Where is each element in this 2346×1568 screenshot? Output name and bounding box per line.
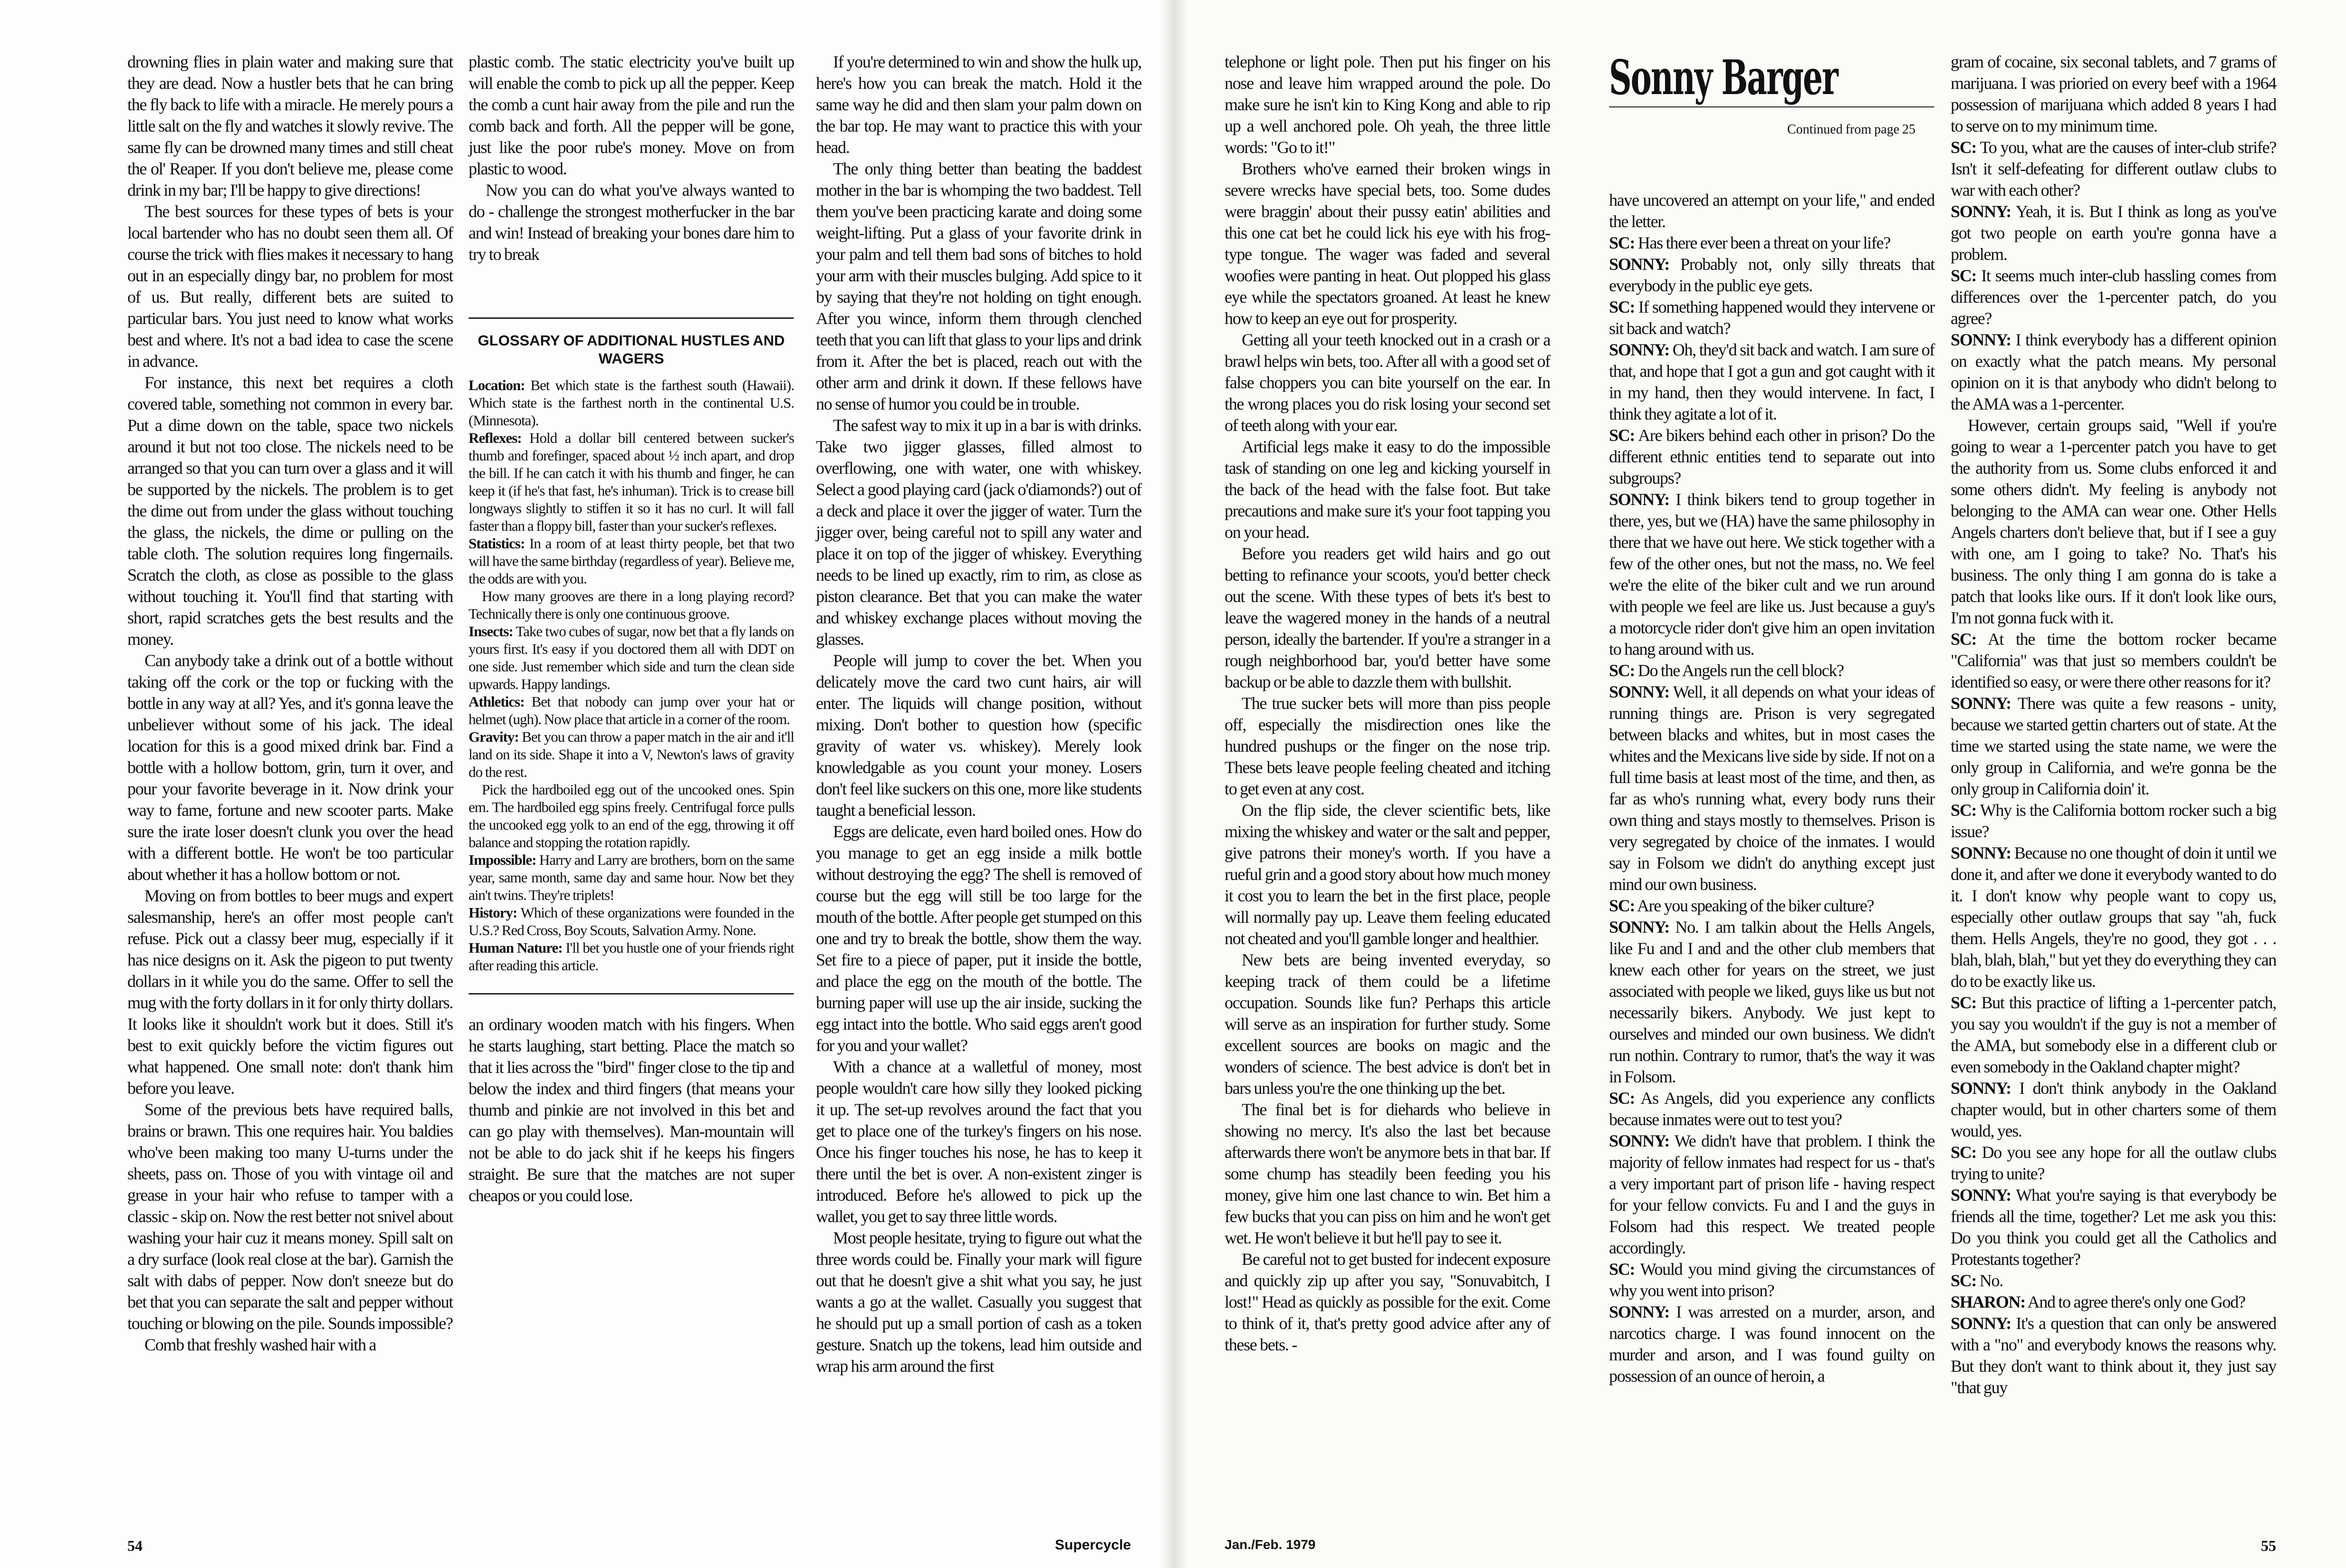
interview-text: If something happened would they intervene or sit back and watch?: [1609, 297, 1934, 338]
glossary-entry: [469, 587, 794, 622]
interview-exchange: [1609, 681, 1934, 895]
speaker-label: SC:: [1609, 896, 1635, 915]
glossary-term: Statistics:: [469, 535, 525, 552]
interview-text: Are bikers behind each other in prison? Do the different ethnic entities tend to separate out into subgroups?: [1609, 426, 1934, 488]
speaker-label: SC:: [1951, 630, 1977, 649]
speaker-label: SONNY:: [1609, 255, 1669, 274]
speaker-label: SONNY:: [1951, 694, 2011, 713]
interview-exchange: [1951, 265, 2276, 329]
interview-exchange: [1609, 1259, 1934, 1301]
paragraph: an ordinary wooden match with his fingers. When he starts laughing, start betting. Place the match so that it lies across the "bird" finger close to the tip and below the index and third fingers (that means your thumb and pinkie are not involved in this bet and can go play with themselves). Man-mountain will not be able to do jack shit if he keeps his fingers straight. Be sure that the matches are not super cheapos or you could lose.: [469, 1015, 794, 1205]
glossary-text: Which of these organizations were founded in the U.S.? Red Cross, Boy Scouts, Salvation Army. None.: [469, 904, 794, 938]
interview-text: Why is the California bottom rocker such a big issue?: [1951, 801, 2276, 841]
title-rule: [1609, 106, 1934, 108]
speaker-label: SONNY:: [1951, 330, 2011, 349]
interview-exchange: [1951, 842, 2276, 992]
paragraph: If you're determined to win and show the hulk up, here's how you can break the match. Hold it the same way he did and then slam your palm down on the bar top. He may want to practice this with your head.: [816, 52, 1141, 157]
interview-text: At the time the bottom rocker became "California" was that just so members couldn't be identified so easy, or were there other reasons for it?: [1951, 630, 2276, 691]
interview-exchange: [1951, 1185, 2276, 1270]
paragraph: Comb that freshly washed hair with a: [144, 1335, 376, 1354]
paragraph: New bets are being invented everyday, so keeping track of them could be a lifetime occupation. Sounds like fun? Perhaps this article will serve as an inspiration for further study. Some excellent sources are books on magic and the wonders of science. The best advice is don't bet in bars unless you're the one thinking up the bet.: [1225, 950, 1550, 1098]
continued-from-note: Continued from page 25: [1787, 122, 1915, 137]
glossary-term: Reflexes:: [469, 430, 522, 446]
footer-issue-date: Jan./Feb. 1979: [1225, 1537, 1316, 1552]
interview-text: To you, what are the causes of inter-club strife? Isn't it self-defeating for different outlaw clubs to war with each other?: [1951, 138, 2276, 200]
interview-exchange: [1609, 254, 1934, 296]
interview-exchange: [1951, 629, 2276, 693]
glossary-entry: [469, 429, 794, 535]
speaker-label: SHARON:: [1951, 1292, 2025, 1311]
glossary-term: Athletics:: [469, 693, 525, 710]
glossary-entry: [469, 693, 794, 728]
paragraph: Brothers who've earned their broken wings in severe wrecks have special bets, too. Some dudes were braggin' about their pussy eatin' abilities and this one cat bet he could lick his eye with his frog-type tongue. The wager was faded and several woofies were panting in heat. Out plopped his glass eye while the spectators groaned. At least he knew how to keep an eye out for prosperity.: [1225, 159, 1550, 328]
interview-text: We didn't have that problem. I think the majority of fellow inmates had respect for us - that's a very important part of prison life - having respect for your fellow convicts. Fu and I and the guys in Folsom had this respect. We treated people accordingly.: [1609, 1131, 1934, 1257]
glossary-text: Hold a dollar bill centered between sucker's thumb and forefinger, spaced about ½ inch apart, and drop the bill. If he can catch it with his thumb and finger, he can keep it (if he's that fast, he's inhuman). Trick is to crease bill longways slightly to stiffen it so it has no curl. It will fall faster than a floppy bill, faster than your sucker's reflexes.: [469, 430, 794, 534]
interview-text: Do the Angels run the cell block?: [1635, 661, 1844, 680]
interview-text: As Angels, did you experience any conflicts because inmates were out to test you?: [1609, 1089, 1934, 1129]
interview-text: Do you see any hope for all the outlaw clubs trying to unite?: [1951, 1143, 2276, 1183]
divider-rule: [469, 317, 794, 319]
speaker-label: SC:: [1609, 426, 1635, 445]
interview-text: Well, it all depends on what your ideas of running things are. Prison is very segregated between blacks and whites, but in most cases the whites and the Mexicans live side by side. If not on a full time basis at least most of the time, and then, as far as who's running what, every body runs their own thing and stays mostly to themselves. Prison is very segregated by choice of the inmates. I would say in Folsom we didn't do anything except just mind our own business.: [1609, 682, 1934, 894]
footer-magazine-name: Supercycle: [1055, 1537, 1131, 1553]
glossary-term: Gravity:: [469, 728, 519, 745]
interview-text: Probably not, only silly threats that everybody in the public eye gets.: [1609, 255, 1934, 295]
paragraph: People will jump to cover the bet. When you delicately move the card two cunt hairs, air will enter. The liquids will change position, without mixing. Don't bother to question how (specific gravity of water vs. whiskey). Merely look knowledgable as you count your money. Losers don't feel like suckers on this one, more like students taught a beneficial lesson.: [816, 651, 1141, 820]
paragraph: Eggs are delicate, even hard boiled ones. How do you manage to get an egg inside a milk bottle without destroying the egg? The shell is removed of course but the egg will still be too large for the mouth of the bottle. After people get stumped on this one and try to break the bottle, show them the way. Set fire to a piece of paper, put it inside the bottle, and place the egg on the mouth of the bottle. The burning paper will use up the air inside, sucking the egg intact into the bottle. Who said eggs aren't good for you and your wallet?: [816, 822, 1141, 1055]
interview-text: No. I am talkin about the Hells Angels, like Fu and I and and the other club members that knew each other for years on the street, we just associated with people we liked, guys like us but not necessarily bikers. Anybody. We just kept to ourselves and minded our own business. We didn't run nothin. Contrary to rumor, that's the way it was in Folsom.: [1609, 918, 1934, 1086]
interview-text: What you're saying is that everybody be friends all the time, together? Let me ask you this: Do you think you could get all the Catholics and Protestants together?: [1951, 1186, 2276, 1269]
speaker-label: SONNY:: [1609, 1302, 1669, 1321]
right-page: [1173, 0, 2346, 1568]
right-column-2: [1609, 51, 1934, 1387]
glossary-text: Pick the hardboiled egg out of the uncooked ones. Spin em. The hardboiled egg spins freely. Centrifugal force pulls the uncooked egg yolk to an end of the egg, throwing it off balance and stopping the rotation rapidly.: [469, 781, 794, 851]
speaker-label: SONNY:: [1609, 682, 1669, 701]
interview-text: I was arrested on a murder, arson, and narcotics charge. I was found innocent on the murder and arson, and I was found guilty on possession of an ounce of heroin, a: [1609, 1302, 1934, 1386]
glossary-entry: [469, 622, 794, 693]
left-column-1: [127, 51, 453, 1356]
interview-exchange: [1609, 917, 1934, 1088]
paragraph: With a chance at a walletful of money, most people wouldn't care how silly they looked picking it up. The set-up revolves around the fact that you get to place one of the turkey's fingers on his nose. Once his finger touches his nose, he has to keep it there until the bet is over. A non-existent zinger is introduced. Before he's allowed to pick up the wallet, you get to say three little words.: [816, 1057, 1141, 1226]
speaker-label: SC:: [1951, 801, 1977, 820]
interview-exchange: [1609, 489, 1934, 660]
speaker-label: SONNY:: [1609, 490, 1669, 509]
glossary-text: Bet which state is the farthest south (Hawaii). Which state is the farthest north in the continental U.S. (Minnesota).: [469, 377, 794, 429]
speaker-label: SONNY:: [1951, 1314, 2011, 1333]
glossary-text: Take two cubes of sugar, now bet that a fly lands on yours first. It's easy if you doctored them all with DDT on one side. Just remember which side and turn the clean side upwards. Happy landings.: [469, 623, 794, 692]
glossary-entry: [469, 939, 794, 974]
left-column-2: [469, 51, 794, 1206]
interview-exchange: [1609, 425, 1934, 489]
interview-exchange: [1951, 800, 2276, 842]
glossary-text: How many grooves are there in a long playing record? Technically there is only one continuous groove.: [469, 588, 794, 622]
paragraph: The best sources for these types of bets is your local bartender who has no doubt seen them all. Of course the trick with flies makes it necessary to hang out in an especially dingy bar, no problem for most of us. But really, different bets are suited to particular bars. You just need to know what works best and where. It's not a bad idea to case the scene in advance.: [127, 202, 453, 371]
speaker-label: SC:: [1951, 1271, 1977, 1290]
interview-text: Would you mind giving the circumstances of why you went into prison?: [1609, 1260, 1934, 1300]
interview-text: There was quite a few reasons - unity, because we started gettin charters out of state. At the time we started using the state name, we were the only group in California, and we're gonna be the only group in California doin' it.: [1951, 694, 2276, 798]
paragraph: The safest way to mix it up in a bar is with drinks. Take two jigger glasses, filled almost to overflowing, one with water, one with whiskey. Select a good playing card (jack o'diamonds?) out of a deck and place it over the jigger of water. Turn the jigger over, being careful not to spill any water and place it on top of the jigger of whiskey. Everything needs to be lined up exactly, rim to rim, as close as piston clearance. Bet that you can make the water and whiskey exchange places without moving the glasses.: [816, 416, 1141, 649]
paragraph: drowning flies in plain water and making sure that they are dead. Now a hustler bets that he can bring the fly back to life with a miracle. He merely pours a little salt on the fly and watches it slowly revive. The same fly can be drowned many times and still cheat the ol' Reaper. If you don't believe me, please come drink in my bar; I'll be happy to give directions!: [127, 52, 453, 200]
glossary-term: Insects:: [469, 623, 513, 640]
paragraph: The final bet is for diehards who believe in showing no mercy. It's also the last bet because afterwards there won't be anymore bets in that bar. If some chump has steadily been feeding you his money, give him one last chance to win. Bet him a few bucks that you can piss on him and he won't get wet. He won't believe it but he'll pay to see it.: [1225, 1100, 1550, 1247]
glossary-term: Human Nature:: [469, 939, 563, 956]
paragraph: Before you readers get wild hairs and go out betting to refinance your scoots, you'd better check out the scene. With these types of bets it's best to leave the wagered money in the hands of a neutral person, ideally the bartender. If you're a stranger in a rough neighborhood bar, you'd better have some backup or be able to dazzle them with bullshit.: [1225, 544, 1550, 691]
interview-exchange: [1951, 1270, 2276, 1291]
glossary-term: Impossible:: [469, 851, 536, 868]
speaker-label: SC:: [1609, 233, 1635, 252]
interview-exchange: [1609, 895, 1934, 917]
speaker-label: SONNY:: [1951, 1186, 2011, 1205]
glossary-entry: [469, 728, 794, 781]
interview-exchange: [1609, 296, 1934, 339]
paragraph: The only thing better than beating the baddest mother in the bar is whomping the two baddest. Tell them you've been practicing karate and doing some weight-lifting. Put a glass of your favorite drink in your palm and tell them bad sons of bitches to hold your arm with their muscles bulging. Add spice to it by saying that they're not holding on tight enough. After you wince, inform them through clenched teeth that you can lift that glass to your lips and drink from it. After the bet is placed, reach out with the other arm and drink it down. If these fellows have no sense of humor you could be in trouble.: [816, 159, 1141, 413]
speaker-label: SC:: [1951, 1143, 1977, 1162]
speaker-label: SC:: [1951, 138, 1977, 157]
interview-text: I don't think anybody in the Oakland chapter would, but in other charters some of them would, yes.: [1951, 1079, 2276, 1140]
paragraph: plastic comb. The static electricity you've built up will enable the comb to pick up all the pepper. Keep the comb a cunt hair away from the pile and run the comb back and forth. All the pepper will be gone, just like the poor rube's money. Move on from plastic to wood.: [469, 52, 794, 178]
interview-exchange: [1951, 137, 2276, 201]
speaker-label: SC:: [1951, 266, 1977, 285]
glossary-text: Harry and Larry are brothers, born on the same year, same month, same day and same hour. Now bet they ain't twins. They're triplets!: [469, 851, 794, 903]
interview-text: And to agree there's only one God?: [2025, 1292, 2245, 1311]
paragraph: Getting all your teeth knocked out in a crash or a brawl helps win bets, too. After all with a good set of false choppers you can bite yourself on the ear. In the wrong places you do risk losing your second set of teeth along with your ear.: [1225, 330, 1550, 435]
glossary: [469, 376, 794, 974]
interview-text: gram of cocaine, six seconal tablets, and 7 grams of marijuana. I was prioried on every beef with a 1964 possession of marijuana which added 8 years I had to serve on to my minimum time.: [1951, 52, 2276, 135]
paragraph: Be careful not to get busted for indecent exposure and quickly zip up after you say, "Sonuvabitch, I lost!" Head as quickly as possible for the exit. Come to think of it, that's pretty good advice after any of these bets. -: [1225, 1250, 1550, 1354]
interview-exchange: [1609, 190, 1934, 232]
glossary-entry: [469, 781, 794, 851]
paragraph: Can anybody take a drink out of a bottle without taking off the cork or the top or fucking with the bottle in any way at all? Yes, and it's gonna leave the unbeliever without some of his jack. The ideal location for this is a good mixed drink bar. Find a bottle with a hollow bottom, grin, turn it over, and pour your favorite beverage in it. Now drink your way to fame, fortune and new scooter parts. Make sure the irate loser doesn't clunk you over the head with a different bottle. He won't be too particular about whether it has a hollow bottom or not.: [127, 651, 453, 884]
paragraph: Now you can do what you've always wanted to do - challenge the strongest motherfucker in the bar and win! Instead of breaking your bones dare him to try to break: [469, 181, 794, 264]
right-column-3: [1951, 51, 2276, 1398]
speaker-label: SONNY:: [1609, 1131, 1669, 1150]
glossary-entry: [469, 904, 794, 939]
glossary-term: History:: [469, 904, 517, 921]
speaker-label: SC:: [1609, 661, 1635, 680]
interview-text: It seems much inter-club hassling comes from differences over the 1-percenter patch, do you agree?: [1951, 266, 2276, 328]
interview-exchange: [1951, 415, 2276, 629]
interview-text: Has there ever been a threat on your life?: [1635, 233, 1890, 252]
page-number-right: 55: [2261, 1537, 2276, 1554]
speaker-label: SC:: [1609, 1260, 1635, 1279]
interview-exchange: [1609, 1088, 1934, 1130]
interview-text: Are you speaking of the biker culture?: [1635, 896, 1874, 915]
glossary-entry: [469, 851, 794, 904]
interview-exchange: [1951, 992, 2276, 1078]
interview-exchange: [1609, 660, 1934, 681]
interview-text: I think bikers tend to group together in there, yes, but we (HA) have the same philosophy in there that we have out here. We stick together with a few of the other ones, but not the mass, no. We feel we're the elite of the biker cult and we run around with people we feel are like us. Just because a guy's a motorcycle rider don't give him an open invitation to hang around with us.: [1609, 490, 1934, 659]
paragraph: For instance, this next bet requires a cloth covered table, something not common in every bar. Put a dime down on the table, space two nickels around it but not too close. The nickels need to be arranged so that you can turn over a glass and it will be supported by the nickels. The problem is to get the dime out from under the glass without touching the glass, the nickels, the dime or pulling on the table cloth. The solution requires long fingernails. Scratch the cloth, as close as possible to the glass without touching it. You'll find that starting with short, rapid scratches gets the best results and the money.: [127, 373, 453, 649]
interview-exchange: [1951, 693, 2276, 800]
interview-exchange: [1951, 1078, 2276, 1142]
interview-text: Oh, they'd sit back and watch. I am sure of that, and hope that I got a gun and got caught with it in my hand, then they would intervene. In fact, I think they agitate a lot of it.: [1609, 340, 1934, 423]
interview-text: [1609, 190, 1934, 1387]
interview-exchange: [1609, 339, 1934, 425]
interview-text: Because no one thought of doin it until we done it, and after we done it everybody wanted to do it. I don't know why people want to copy us, especially other outlaw groups that say "ah, fuck them. Hells Angels, they're no good, they got . . . blah, blah, blah," but yet they do everything they can do to be exactly like us.: [1951, 843, 2276, 991]
column-2-top-text: [469, 51, 794, 265]
glossary-text: Bet you can throw a paper match in the air and it'll land on its side. Shape it into a V, Newton's laws of gravity do the rest.: [469, 728, 794, 780]
right-column-1: [1225, 51, 1550, 1356]
paragraph: telephone or light pole. Then put his finger on his nose and leave him wrapped around the pole. Do make sure he isn't kin to King Kong and able to rip up a well anchored pole. Oh yeah, the three little words: "Go to it!": [1225, 52, 1550, 157]
interview-text: But this practice of lifting a 1-percenter patch, you say you wouldn't if the guy is not a member of the AMA, but somebody else in a different club or even somebody in the Oakland chapter might?: [1951, 993, 2276, 1076]
interview-exchange: [1951, 51, 2276, 137]
speaker-label: SONNY:: [1951, 843, 2011, 862]
interview-text: It's a question that can only be answered with a "no" and everybody knows the reasons why. But they don't want to think about it, they just say "that guy: [1951, 1314, 2276, 1397]
interview-exchange: [1951, 201, 2276, 265]
interview-text: have uncovered an attempt on your life," and ended the letter.: [1609, 191, 1934, 231]
page-number-left: 54: [127, 1537, 143, 1554]
interview-text: I think everybody has a different opinion on exactly what the patch means. My personal opinion on it is that anybody who didn't belong to the AMA was a 1-percenter.: [1951, 330, 2276, 413]
interview-exchange: [1609, 232, 1934, 254]
interview-exchange: [1951, 329, 2276, 415]
paragraph: Most people hesitate, trying to figure out what the three words could be. Finally your mark will figure out that he doesn't give a shit what you say, he just wants a go at the wallet. Casually you suggest that he should put up a small portion of cash as a token gesture. Snatch up the tokens, lead him outside and wrap his arm around the first: [816, 1228, 1141, 1376]
glossary-entry: [469, 535, 794, 587]
speaker-label: SC:: [1609, 1089, 1635, 1108]
speaker-label: SC:: [1951, 993, 1977, 1012]
speaker-label: SONNY:: [1609, 918, 1669, 937]
paragraph: Artificial legs make it easy to do the impossible task of standing on one leg and kicking yourself in the back of the head with the false foot. But take precautions and make sure it's your foot tapping you on your head.: [1225, 437, 1550, 542]
interview-text: However, certain groups said, "Well if you're going to wear a 1-percenter patch you have to get the authority from us. Some clubs enforced it and some others didn't. My feeling is anybody not belonging to the AMA can wear one. Other Hells Angels charters don't believe that, but if I see a guy with one, am I going to take? No. That's his business. The only thing I am gonna do is take a patch that looks like ours. If it don't look like ours, I'm not gonna fuck with it.: [1951, 416, 2276, 627]
speaker-label: SONNY:: [1951, 202, 2011, 221]
interview-text: [1951, 51, 2276, 1398]
interview-exchange: [1609, 1301, 1934, 1387]
glossary-title: GLOSSARY OF ADDITIONAL HUSTLES AND WAGERS: [478, 332, 785, 367]
paragraph: On the flip side, the clever scientific bets, like mixing the whiskey and water or the salt and pepper, give patrons their money's worth. If you have a rueful grin and a good story about how much money it cost you to learn the bet in the first place, people will normally pay up. Leave them feeling educated not cheated and you'll gamble longer and healthier.: [1225, 801, 1550, 948]
speaker-label: SONNY:: [1951, 1079, 2011, 1098]
interview-exchange: [1609, 1130, 1934, 1259]
glossary-text: In a room of at least thirty people, bet that two will have the same birthday (regardless of year). Believe me, the odds are with you.: [469, 535, 794, 587]
speaker-label: SC:: [1609, 297, 1635, 316]
interview-exchange: [1951, 1142, 2276, 1185]
paragraph: Some of the previous bets have required balls, brains or brawn. This one requires hair. You baldies who've been making too many U-turns under the sheets, pass on. Those of you with vintage oil and grease in your hair who refuse to tamper with a classic - skip on. Now the rest better not snivel about washing your hair cuz it means money. Spill salt on a dry surface (look real close at the bar). Garnish the salt with dabs of pepper. Now don't sneeze but do bet that you can separate the salt and pepper without touching or blowing on the pile. Sounds impossible?: [127, 1100, 453, 1333]
interview-text: No.: [1976, 1271, 2003, 1290]
left-column-3: [816, 51, 1141, 1377]
glossary-text: Bet that nobody can jump over your hat or helmet (ugh). Now place that article in a corner of the room.: [469, 693, 794, 727]
glossary-text: I'll bet you hustle one of your friends right after reading this article.: [469, 939, 795, 974]
interview-exchange: [1951, 1291, 2276, 1313]
paragraph: The true sucker bets will more than piss people off, especially the misdirection ones like the hundred pushups or the finger on the nose trip. These bets leave people feeling cheated and itching to get even at any cost.: [1225, 694, 1550, 798]
interview-text: Yeah, it is. But I think as long as you've got two people on earth you're gonna have a problem.: [1951, 202, 2276, 264]
article-title: Sonny Barger: [1609, 49, 1838, 105]
glossary-entry: [469, 376, 794, 429]
speaker-label: SONNY:: [1609, 340, 1669, 359]
glossary-term: Location:: [469, 377, 525, 393]
paragraph: Moving on from bottles to beer mugs and expert salesmanship, here's an offer most people can't refuse. Pick out a classy beer mug, especially if it has nice designs on it. Ask the pigeon to put twenty dollars in it while you do the same. Offer to sell the mug with the forty dollars in it for only thirty dollars. It looks like it shouldn't work but it does. Still it's best to exit quickly before the victim figures out what happened. One small note: don't thank him before you leave.: [127, 886, 453, 1098]
interview-exchange: [1951, 1313, 2276, 1398]
column-2-bottom-text: [469, 1014, 794, 1206]
